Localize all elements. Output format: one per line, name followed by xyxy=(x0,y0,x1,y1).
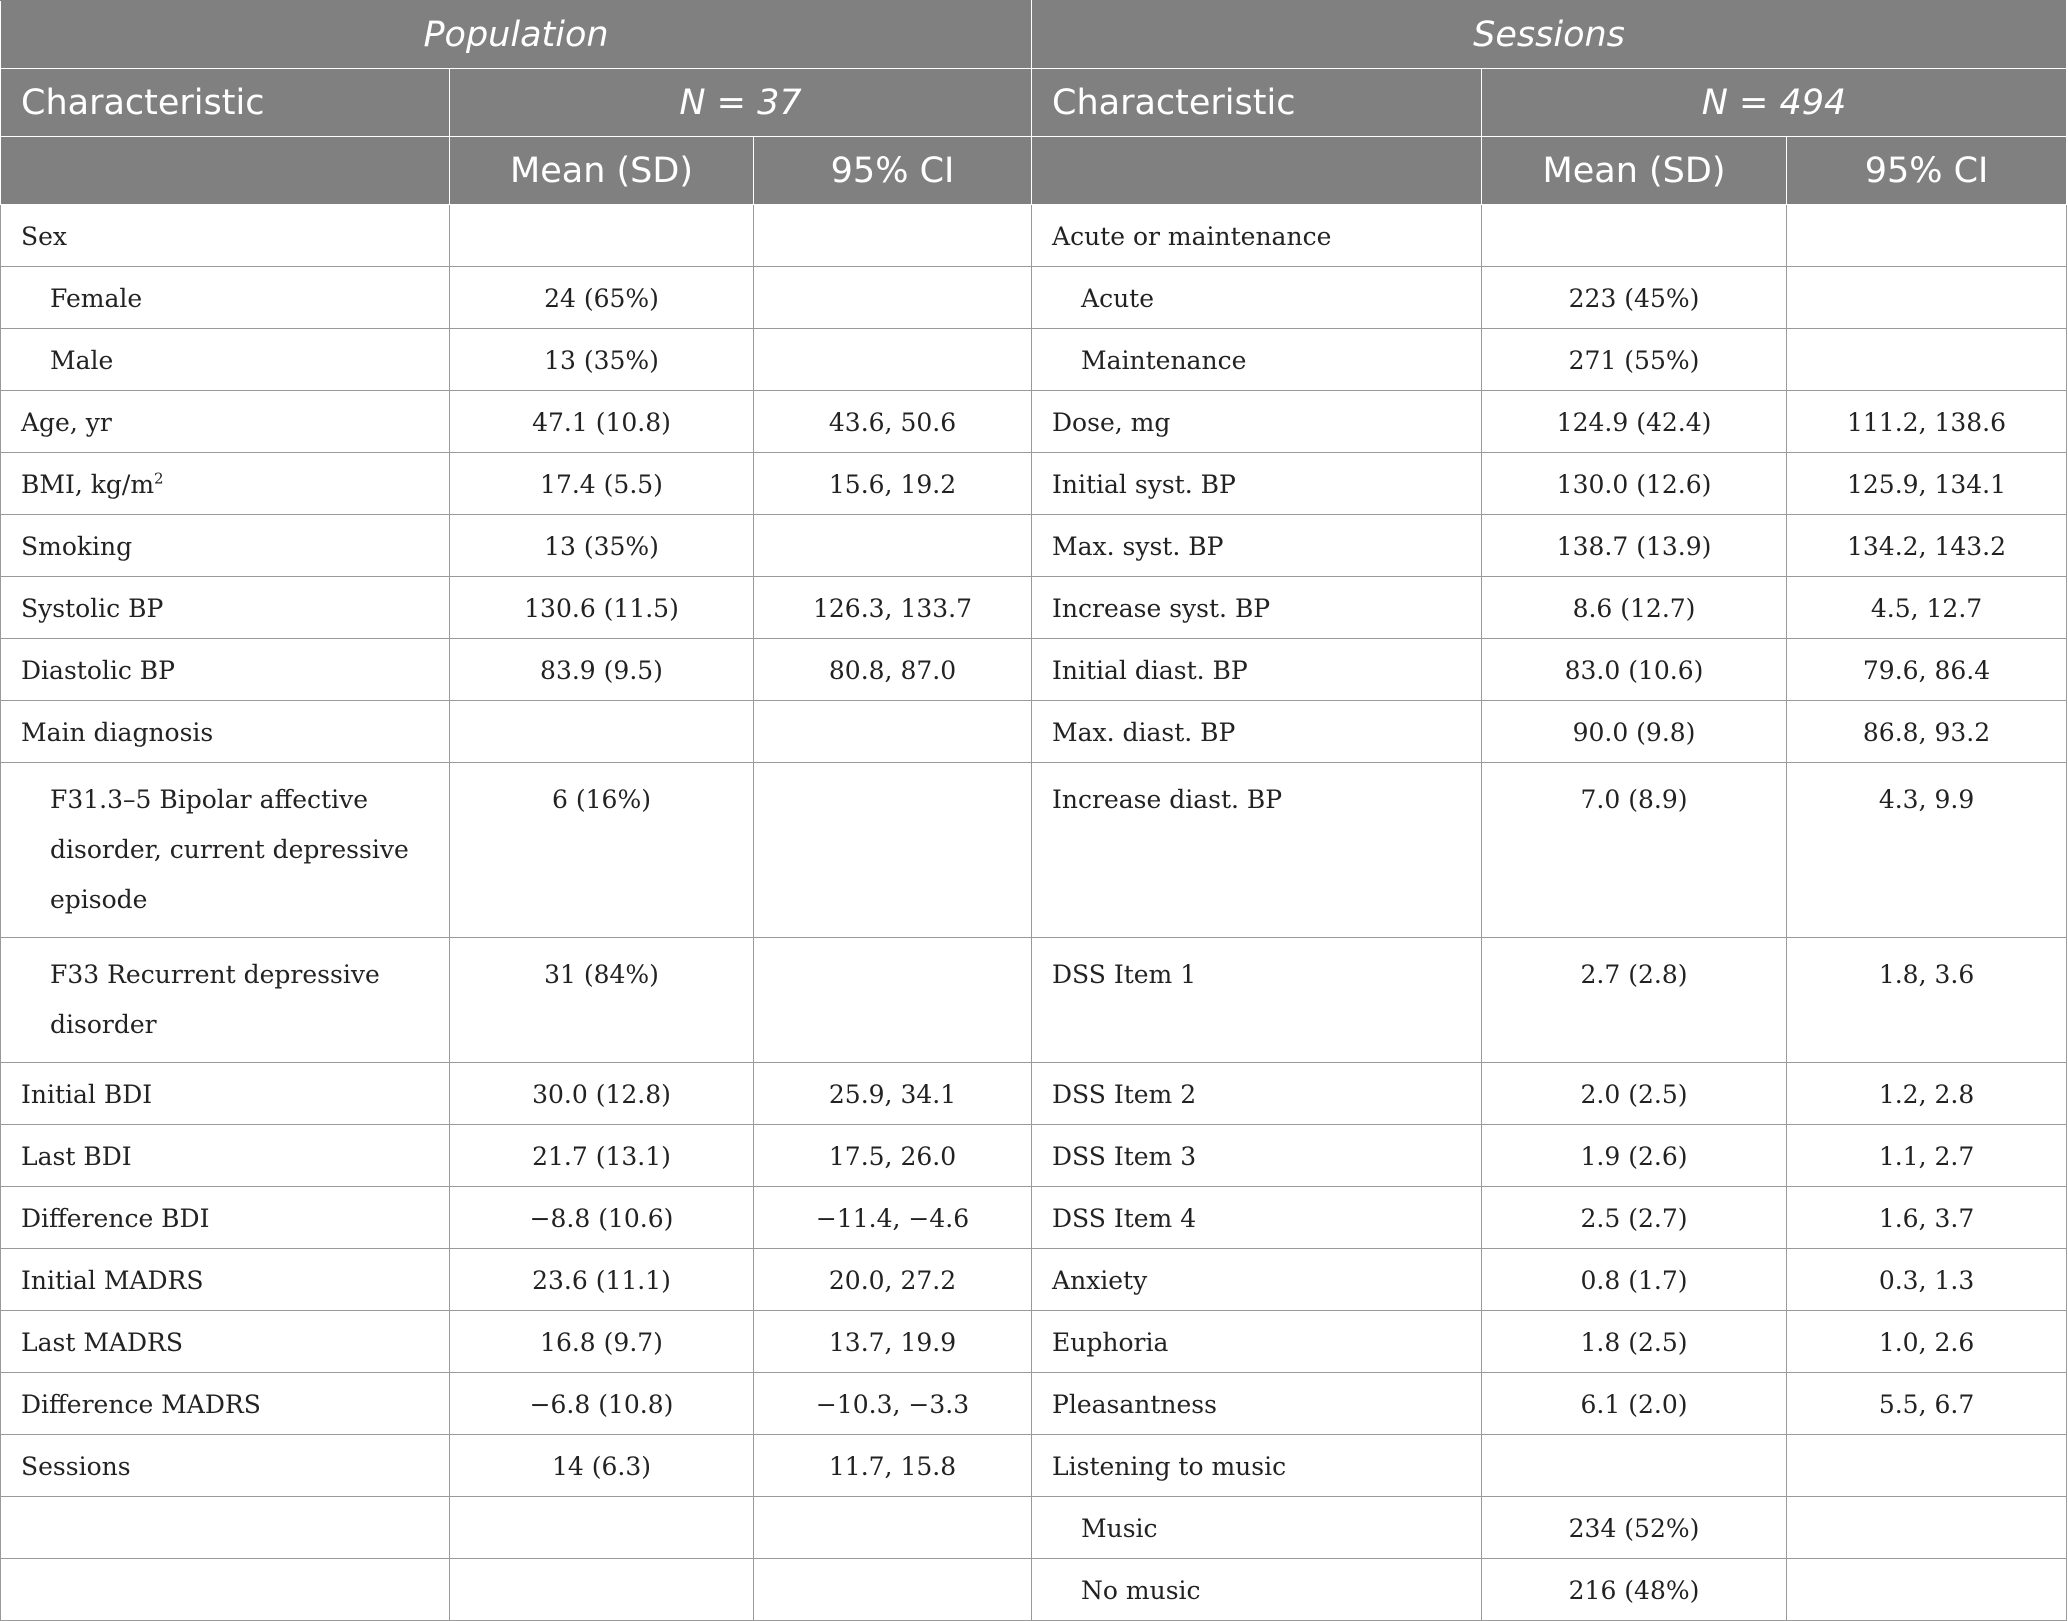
population-mean-cell: 16.8 (9.7) xyxy=(450,1311,754,1373)
sessions-ci-cell: 1.2, 2.8 xyxy=(1787,1063,2067,1125)
sessions-mean-cell: 1.8 (2.5) xyxy=(1482,1311,1787,1373)
sessions-label-cell: Max. diast. BP xyxy=(1032,701,1482,763)
sessions-label-cell: DSS Item 3 xyxy=(1032,1125,1482,1187)
population-ci-cell xyxy=(754,1559,1032,1621)
sessions-label-cell: Initial syst. BP xyxy=(1032,453,1482,515)
population-label-cell: Initial MADRS xyxy=(1,1249,450,1311)
population-label-cell xyxy=(1,1497,450,1559)
population-ci-cell xyxy=(754,938,1032,1063)
population-label-cell: F33 Recurrent depressive disorder xyxy=(1,938,450,1063)
sessions-label-cell: Pleasantness xyxy=(1032,1373,1482,1435)
sessions-ci-cell: 5.5, 6.7 xyxy=(1787,1373,2067,1435)
table-row xyxy=(1,1311,2067,1373)
table-row xyxy=(1,1373,2067,1435)
sessions-mean-cell: 7.0 (8.9) xyxy=(1482,763,1787,938)
population-mean-cell: 17.4 (5.5) xyxy=(450,453,754,515)
sessions-ci-cell xyxy=(1787,205,2067,267)
table-row xyxy=(1,701,2067,763)
sessions-label-cell: Dose, mg xyxy=(1032,391,1482,453)
population-label-cell: Last MADRS xyxy=(1,1311,450,1373)
sessions-mean-cell: 8.6 (12.7) xyxy=(1482,577,1787,639)
sessions-label-cell: Max. syst. BP xyxy=(1032,515,1482,577)
table-row xyxy=(1,1125,2067,1187)
population-mean-cell: 13 (35%) xyxy=(450,515,754,577)
population-mean-cell: 31 (84%) xyxy=(450,938,754,1063)
population-ci-cell: 25.9, 34.1 xyxy=(754,1063,1032,1125)
sessions-mean-cell xyxy=(1482,1435,1787,1497)
sessions-ci-cell: 1.6, 3.7 xyxy=(1787,1187,2067,1249)
population-label-cell: Systolic BP xyxy=(1,577,450,639)
population-ci-cell: 13.7, 19.9 xyxy=(754,1311,1032,1373)
sessions-mean-cell: 2.5 (2.7) xyxy=(1482,1187,1787,1249)
population-ci-cell xyxy=(754,329,1032,391)
population-ci-cell xyxy=(754,205,1032,267)
table-row xyxy=(1,577,2067,639)
sessions-ci-cell: 4.5, 12.7 xyxy=(1787,577,2067,639)
population-ci-cell: 43.6, 50.6 xyxy=(754,391,1032,453)
population-ci-cell xyxy=(754,1497,1032,1559)
sessions-ci-cell: 1.1, 2.7 xyxy=(1787,1125,2067,1187)
population-ci-cell: 17.5, 26.0 xyxy=(754,1125,1032,1187)
population-mean-cell: 23.6 (11.1) xyxy=(450,1249,754,1311)
sessions-ci-cell: 125.9, 134.1 xyxy=(1787,453,2067,515)
table-row xyxy=(1,391,2067,453)
population-ci-cell: 20.0, 27.2 xyxy=(754,1249,1032,1311)
sessions-label-cell: Increase syst. BP xyxy=(1032,577,1482,639)
population-mean-cell: 14 (6.3) xyxy=(450,1435,754,1497)
sessions-mean-cell: 90.0 (9.8) xyxy=(1482,701,1787,763)
population-mean-cell xyxy=(450,701,754,763)
population-label-cell: F31.3–5 Bipolar affective disorder, current depressive episode xyxy=(1,763,450,938)
population-label-cell: Diastolic BP xyxy=(1,639,450,701)
sessions-ci-cell: 4.3, 9.9 xyxy=(1787,763,2067,938)
sessions-mean-cell: 2.0 (2.5) xyxy=(1482,1063,1787,1125)
table-row xyxy=(1,1497,2067,1559)
population-ci-cell: −11.4, −4.6 xyxy=(754,1187,1032,1249)
sessions-mean-cell: 216 (48%) xyxy=(1482,1559,1787,1621)
sessions-mean-cell: 124.9 (42.4) xyxy=(1482,391,1787,453)
population-blank-header xyxy=(1,137,450,205)
population-label-cell: Sex xyxy=(1,205,450,267)
population-mean-cell: −8.8 (10.6) xyxy=(450,1187,754,1249)
population-label-cell: Difference BDI xyxy=(1,1187,450,1249)
sessions-ci-cell: 1.0, 2.6 xyxy=(1787,1311,2067,1373)
population-ci-header: 95% CI xyxy=(754,137,1032,205)
sessions-label-cell: Acute xyxy=(1032,267,1482,329)
population-ci-cell: 80.8, 87.0 xyxy=(754,639,1032,701)
sessions-label-cell: Anxiety xyxy=(1032,1249,1482,1311)
sessions-mean-cell: 234 (52%) xyxy=(1482,1497,1787,1559)
population-mean-cell: 30.0 (12.8) xyxy=(450,1063,754,1125)
population-mean-cell xyxy=(450,205,754,267)
sessions-mean-cell: 271 (55%) xyxy=(1482,329,1787,391)
population-label-cell: Sessions xyxy=(1,1435,450,1497)
population-mean-cell: 47.1 (10.8) xyxy=(450,391,754,453)
table-row xyxy=(1,1063,2067,1125)
sessions-ci-cell: 111.2, 138.6 xyxy=(1787,391,2067,453)
sessions-mean-cell: 83.0 (10.6) xyxy=(1482,639,1787,701)
population-mean-cell: 83.9 (9.5) xyxy=(450,639,754,701)
population-label-cell: Female xyxy=(1,267,450,329)
sessions-mean-cell: 138.7 (13.9) xyxy=(1482,515,1787,577)
population-ci-cell xyxy=(754,515,1032,577)
bmi-label-text: BMI, kg/m xyxy=(21,470,155,499)
sessions-ci-cell: 1.8, 3.6 xyxy=(1787,938,2067,1063)
population-ci-cell: 15.6, 19.2 xyxy=(754,453,1032,515)
population-label-cell: Difference MADRS xyxy=(1,1373,450,1435)
sessions-ci-header: 95% CI xyxy=(1787,137,2067,205)
sessions-mean-cell: 223 (45%) xyxy=(1482,267,1787,329)
population-label-cell: Initial BDI xyxy=(1,1063,450,1125)
sessions-ci-cell: 79.6, 86.4 xyxy=(1787,639,2067,701)
population-label-cell: Male xyxy=(1,329,450,391)
table-row xyxy=(1,205,2067,267)
sessions-mean-cell: 1.9 (2.6) xyxy=(1482,1125,1787,1187)
sessions-label-cell: Listening to music xyxy=(1032,1435,1482,1497)
population-label-cell: Age, yr xyxy=(1,391,450,453)
sessions-ci-cell: 86.8, 93.2 xyxy=(1787,701,2067,763)
sessions-mean-cell xyxy=(1482,205,1787,267)
sessions-ci-cell xyxy=(1787,329,2067,391)
sessions-blank-header xyxy=(1032,137,1482,205)
population-mean-sd-header: Mean (SD) xyxy=(450,137,754,205)
bmi-label-superscript: 2 xyxy=(154,469,164,488)
population-header: Population xyxy=(1,1,1032,69)
sessions-mean-cell: 130.0 (12.6) xyxy=(1482,453,1787,515)
population-mean-cell: −6.8 (10.8) xyxy=(450,1373,754,1435)
population-mean-cell: 13 (35%) xyxy=(450,329,754,391)
table-row xyxy=(1,1187,2067,1249)
population-mean-cell: 24 (65%) xyxy=(450,267,754,329)
sessions-label-cell: Euphoria xyxy=(1032,1311,1482,1373)
table-row xyxy=(1,267,2067,329)
table-row xyxy=(1,639,2067,701)
table-row xyxy=(1,763,2067,938)
table-row xyxy=(1,453,2067,515)
population-ci-cell xyxy=(754,763,1032,938)
sessions-label-cell: No music xyxy=(1032,1559,1482,1621)
population-mean-cell: 6 (16%) xyxy=(450,763,754,938)
population-ci-cell xyxy=(754,701,1032,763)
table-row xyxy=(1,1559,2067,1621)
table-row xyxy=(1,1249,2067,1311)
sessions-label-cell: DSS Item 4 xyxy=(1032,1187,1482,1249)
sessions-label-cell: Music xyxy=(1032,1497,1482,1559)
population-label-cell xyxy=(1,1559,450,1621)
sessions-mean-cell: 2.7 (2.8) xyxy=(1482,938,1787,1063)
population-characteristic-header: Characteristic xyxy=(1,69,450,137)
sessions-label-cell: DSS Item 2 xyxy=(1032,1063,1482,1125)
population-label-cell: Main diagnosis xyxy=(1,701,450,763)
table-row xyxy=(1,515,2067,577)
sessions-ci-cell xyxy=(1787,1559,2067,1621)
population-ci-cell xyxy=(754,267,1032,329)
sessions-label-cell: Initial diast. BP xyxy=(1032,639,1482,701)
sessions-label-cell: DSS Item 1 xyxy=(1032,938,1482,1063)
sessions-label-cell: Increase diast. BP xyxy=(1032,763,1482,938)
sessions-ci-cell xyxy=(1787,1435,2067,1497)
population-ci-cell: 11.7, 15.8 xyxy=(754,1435,1032,1497)
sessions-characteristic-header: Characteristic xyxy=(1032,69,1482,137)
population-mean-cell xyxy=(450,1497,754,1559)
population-ci-cell: 126.3, 133.7 xyxy=(754,577,1032,639)
sessions-label-cell: Maintenance xyxy=(1032,329,1482,391)
sessions-mean-cell: 6.1 (2.0) xyxy=(1482,1373,1787,1435)
sessions-header: Sessions xyxy=(1032,1,2067,69)
population-mean-cell xyxy=(450,1559,754,1621)
table-row xyxy=(1,1435,2067,1497)
population-n-header: N = 37 xyxy=(450,69,1032,137)
population-label-cell: Last BDI xyxy=(1,1125,450,1187)
population-label-cell: Smoking xyxy=(1,515,450,577)
table-row xyxy=(1,329,2067,391)
sessions-mean-cell: 0.8 (1.7) xyxy=(1482,1249,1787,1311)
sessions-mean-sd-header: Mean (SD) xyxy=(1482,137,1787,205)
sessions-ci-cell: 0.3, 1.3 xyxy=(1787,1249,2067,1311)
table-row xyxy=(1,938,2067,1063)
sessions-n-header: N = 494 xyxy=(1482,69,2067,137)
population-mean-cell: 21.7 (13.1) xyxy=(450,1125,754,1187)
sessions-ci-cell xyxy=(1787,1497,2067,1559)
sessions-label-cell: Acute or maintenance xyxy=(1032,205,1482,267)
population-label-cell xyxy=(1,453,450,515)
sessions-ci-cell: 134.2, 143.2 xyxy=(1787,515,2067,577)
population-ci-cell: −10.3, −3.3 xyxy=(754,1373,1032,1435)
population-mean-cell: 130.6 (11.5) xyxy=(450,577,754,639)
sessions-ci-cell xyxy=(1787,267,2067,329)
